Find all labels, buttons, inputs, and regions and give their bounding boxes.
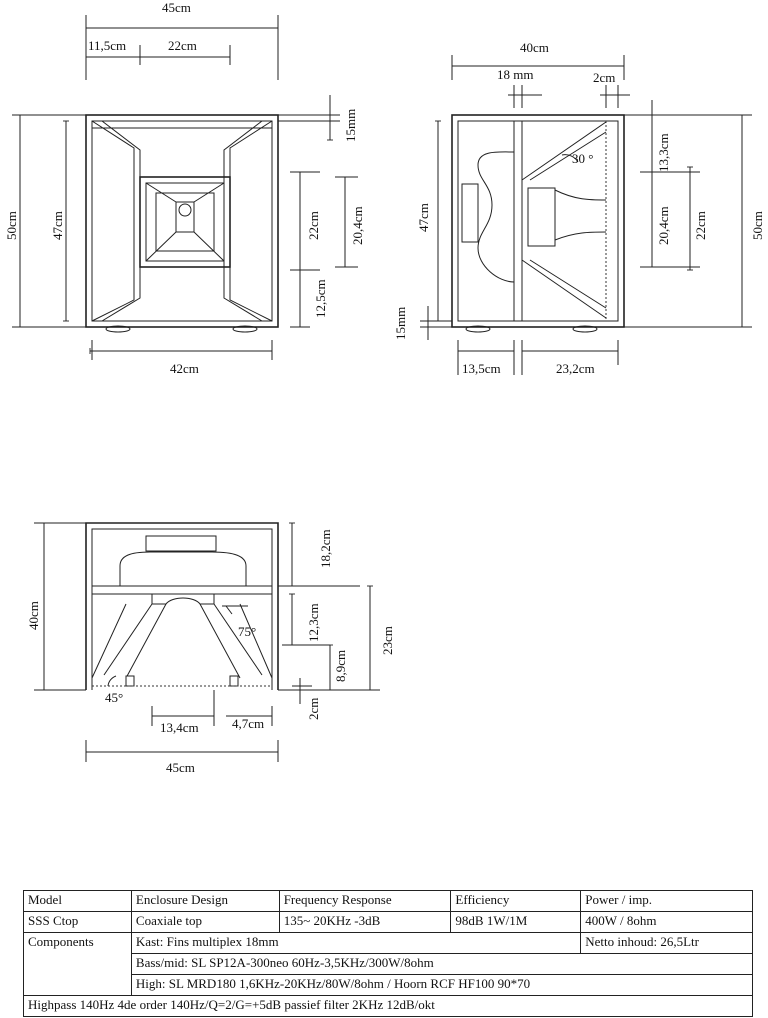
cell-design: Coaxiale top — [131, 912, 279, 933]
cell-power: 400W / 8ohm — [581, 912, 753, 933]
top-horn-depth-label: 23cm — [380, 626, 395, 655]
side-top-offset-label: 13,3cm — [656, 133, 671, 172]
top-mouth-width-label: 13,4cm — [160, 720, 199, 735]
front-offset-label: 11,5cm — [88, 38, 127, 53]
cell-netto: Netto inhoud: 26,5Ltr — [581, 933, 753, 954]
front-horn-height-inner-label: 20,4cm — [350, 206, 365, 245]
top-inner-depth-label: 8,9cm — [333, 649, 348, 682]
cell-frequency: 135~ 20KHz -3dB — [279, 912, 451, 933]
side-woofer-magnet — [462, 184, 478, 242]
side-depth-label: 40cm — [520, 40, 549, 55]
table-row — [24, 996, 753, 1017]
top-woofer-magnet — [146, 536, 216, 551]
cell-highpass: Highpass 140Hz 4de order 140Hz/Q=2/G=+5dB passief filter 2KHz 12dB/okt — [24, 996, 753, 1017]
side-baffle — [514, 121, 522, 321]
front-height-outer-label: 50cm — [4, 211, 19, 240]
side-angle-label: 30 ° — [572, 151, 594, 166]
table-row — [24, 891, 753, 912]
front-height-inner-label: 47cm — [50, 211, 65, 240]
side-horn-height-inner-label: 20,4cm — [656, 206, 671, 245]
front-horn-height-outer-label: 22cm — [306, 211, 321, 240]
top-horn-throat — [152, 594, 214, 604]
top-view — [26, 523, 395, 775]
cell-model: SSS Ctop — [24, 912, 132, 933]
cell-high: High: SL MRD180 1,6KHz-20KHz/80W/8ohm / Hoorn RCF HF100 90*70 — [131, 975, 752, 996]
header-model: Model — [24, 891, 132, 912]
cell-efficiency: 98dB 1W/1M — [451, 912, 581, 933]
table-row — [24, 912, 753, 933]
side-woofer-profile — [478, 152, 514, 282]
header-frequency: Frequency Response — [279, 891, 451, 912]
front-bottom-offset-label: 12,5cm — [313, 279, 328, 318]
top-horn-offset-label: 12,3cm — [306, 603, 321, 642]
side-view — [393, 40, 765, 376]
cell-kast: Kast: Fins multiplex 18mm — [131, 933, 580, 954]
header-power: Power / imp. — [581, 891, 753, 912]
table-row — [24, 975, 753, 996]
side-front-offset-label: 2cm — [593, 70, 616, 85]
front-right-wall — [230, 121, 272, 321]
side-height-inner-label: 47cm — [416, 203, 431, 232]
side-rear-depth-label: 13,5cm — [462, 361, 501, 376]
table-row — [24, 933, 753, 954]
top-angle-45-label: 45° — [105, 690, 124, 705]
front-left-wall — [92, 121, 134, 321]
top-woofer-profile — [120, 552, 246, 586]
header-efficiency: Efficiency — [451, 891, 581, 912]
front-cabinet-outline — [86, 115, 278, 327]
side-horn-height-outer-label: 22cm — [693, 211, 708, 240]
top-angle-75-label: 75° — [238, 624, 257, 639]
side-bottom-panel-label: 15mm — [393, 306, 408, 340]
top-width-label: 45cm — [166, 760, 195, 775]
top-rear-section-label: 18,2cm — [318, 529, 333, 568]
front-cabinet-inner — [92, 121, 272, 321]
header-design: Enclosure Design — [131, 891, 279, 912]
side-horn-depth-label: 23,2cm — [556, 361, 595, 376]
top-side-width-label: 4,7cm — [232, 716, 265, 731]
spec-table — [23, 890, 753, 1017]
table-row — [24, 954, 753, 975]
cell-components-label: Components — [24, 933, 132, 996]
front-top-panel-label: 15mm — [343, 108, 358, 142]
side-height-outer-label: 50cm — [750, 211, 765, 240]
side-board-label: 18 mm — [497, 67, 534, 82]
top-depth-label: 40cm — [26, 601, 41, 630]
front-inner-width-label: 42cm — [170, 361, 199, 376]
cell-bassmid: Bass/mid: SL SP12A-300neo 60Hz-3,5KHz/300W/8ohm — [131, 954, 752, 975]
front-width-label: 45cm — [162, 0, 191, 15]
side-compression-driver — [528, 188, 555, 246]
front-view — [4, 0, 365, 376]
top-lip-label: 2cm — [306, 697, 321, 720]
front-horn-throat — [176, 202, 194, 232]
front-driver-circle — [179, 204, 191, 216]
front-horn-width-label: 22cm — [168, 38, 197, 53]
